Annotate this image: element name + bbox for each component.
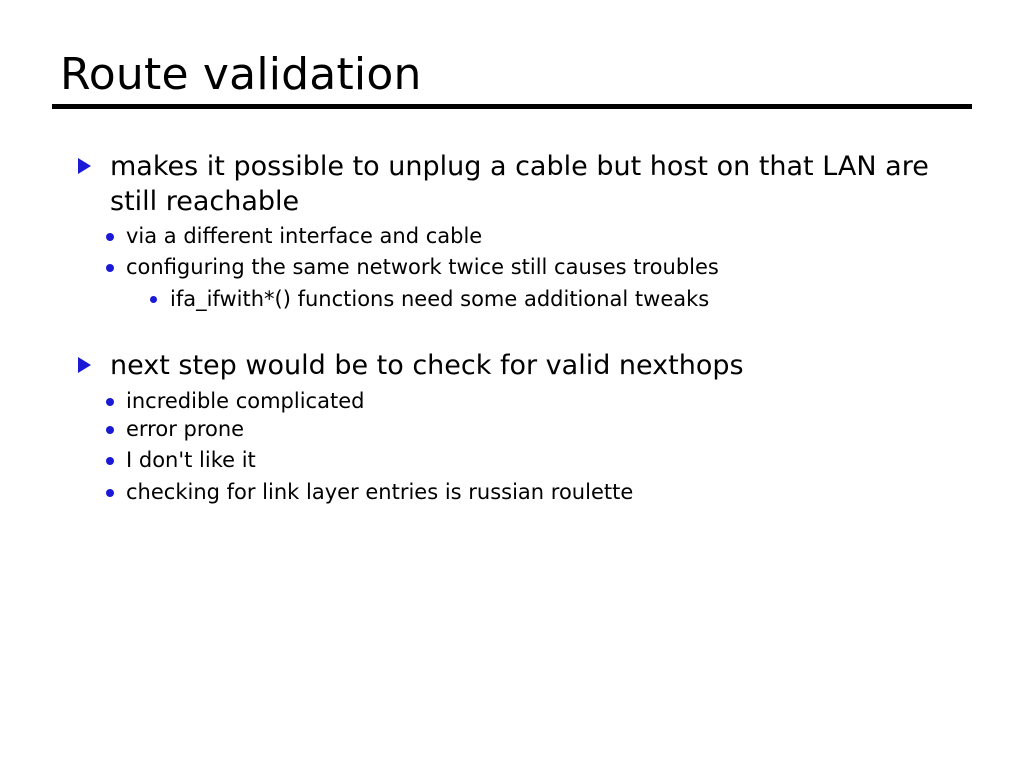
bullet-level2 <box>70 222 970 250</box>
bullet-text: I don't like it <box>126 448 256 473</box>
triangle-bullet-icon <box>78 158 91 174</box>
bullet-text: checking for link layer entries is russian roulette <box>126 479 634 504</box>
bullet-text: makes it possible to unplug a cable but host on that LAN are still reachable <box>110 151 929 217</box>
bullet-text: ifa_ifwith*() functions need some additional tweaks <box>170 286 710 311</box>
page-title: Route validation <box>60 49 422 100</box>
bullet-level2 <box>70 415 970 443</box>
dot-bullet-icon <box>106 426 114 434</box>
bullet-level2 <box>70 387 970 415</box>
bullet-level1 <box>70 349 970 384</box>
bullet-level2 <box>70 253 970 281</box>
bullet-text: next step would be to check for valid nexthops <box>110 350 744 382</box>
dot-bullet-icon <box>106 233 114 241</box>
bullet-level2 <box>70 478 970 506</box>
dot-bullet-icon <box>106 398 114 406</box>
bullet-text: incredible complicated <box>126 388 365 413</box>
slide-content <box>70 140 970 506</box>
block-spacer <box>70 313 970 339</box>
triangle-bullet-icon <box>78 357 91 373</box>
bullet-level3 <box>70 285 970 313</box>
bullet-level1 <box>70 150 970 219</box>
bullet-text: via a different interface and cable <box>126 224 483 249</box>
dot-bullet-icon <box>150 296 157 303</box>
bullet-text: configuring the same network twice still causes troubles <box>126 255 719 280</box>
dot-bullet-icon <box>106 489 114 497</box>
dot-bullet-icon <box>106 264 114 272</box>
bullet-level2 <box>70 446 970 474</box>
dot-bullet-icon <box>106 457 114 465</box>
bullet-text: error prone <box>126 417 245 442</box>
title-divider <box>52 104 972 109</box>
